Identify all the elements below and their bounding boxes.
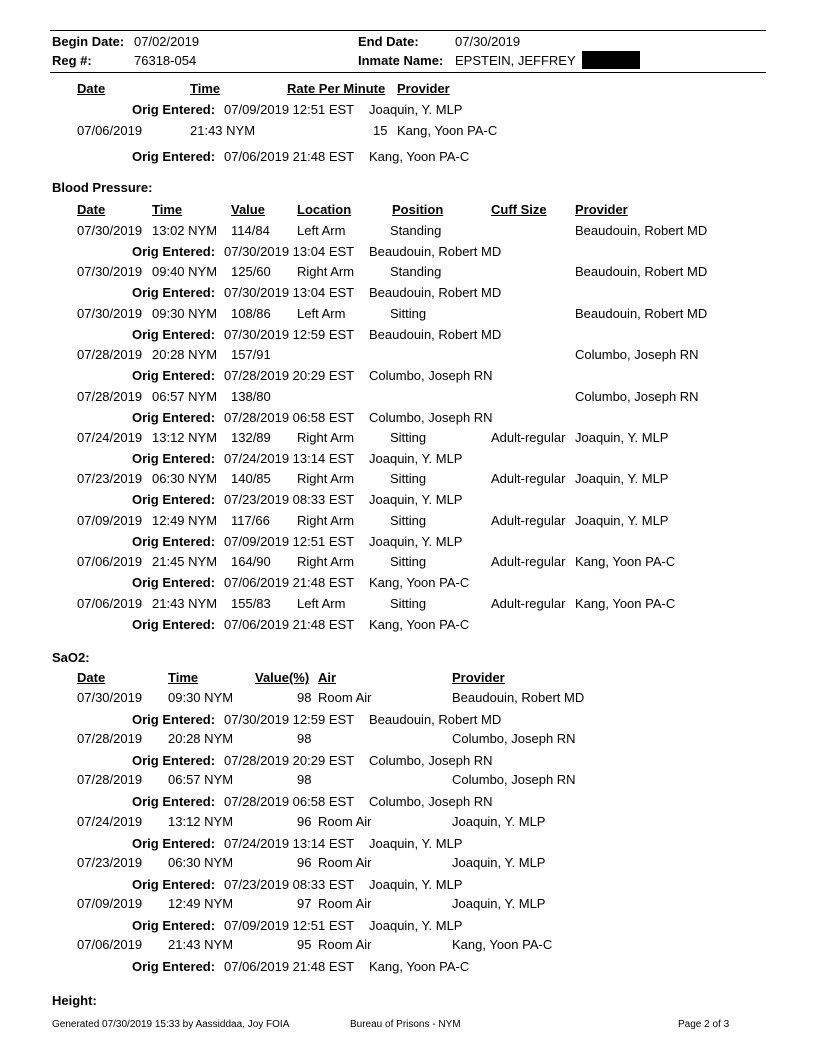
sao2-provider: Joaquin, Y. MLP	[452, 813, 546, 829]
orig-entered-label: Orig Entered:	[132, 492, 216, 508]
pulse-date: 07/06/2019	[77, 123, 143, 138]
footer-page-number: Page 2 of 3	[678, 1019, 730, 1030]
bp-position: Standing	[390, 264, 442, 280]
sao2-value: 95	[297, 937, 312, 953]
orig-entered-label: Orig Entered:	[132, 533, 216, 549]
redaction-box	[582, 51, 640, 69]
sao2-value: 96	[297, 813, 312, 829]
bp-date: 07/06/2019	[77, 554, 143, 570]
orig-entered-label: Orig Entered:	[132, 102, 216, 117]
sao2-col-time: Time	[168, 670, 199, 685]
orig-entered-label: Orig Entered:	[132, 835, 216, 851]
pulse-col-provider: Provider	[397, 81, 450, 96]
orig-entered-provider: Beaudouin, Robert MD	[369, 285, 502, 301]
sao2-air: Room Air	[318, 854, 372, 870]
orig-entered-provider: Joaquin, Y. MLP	[369, 533, 463, 549]
bp-date: 07/24/2019	[77, 430, 143, 445]
bp-col-cuff-size: Cuff Size	[491, 202, 547, 217]
bp-cuff-size: Adult-regular	[491, 595, 566, 611]
sao2-date: 07/06/2019	[77, 937, 143, 953]
orig-entered-provider: Kang, Yoon PA-C	[369, 149, 470, 164]
sao2-value: 98	[297, 690, 312, 705]
bp-provider: Columbo, Joseph RN	[575, 347, 699, 363]
orig-entered-label: Orig Entered:	[132, 575, 216, 591]
sao2-provider: Joaquin, Y. MLP	[452, 896, 546, 911]
bp-provider: Joaquin, Y. MLP	[575, 471, 669, 487]
orig-entered-provider: Joaquin, Y. MLP	[369, 918, 463, 933]
reg-label: Reg #:	[52, 53, 92, 68]
bp-position: Sitting	[390, 595, 427, 611]
sao2-time: 12:49 NYM	[168, 896, 234, 911]
bp-provider: Joaquin, Y. MLP	[575, 430, 669, 445]
bp-cuff-size: Adult-regular	[491, 471, 566, 487]
sao2-time: 06:30 NYM	[168, 854, 234, 870]
bp-provider: Beaudouin, Robert MD	[575, 264, 708, 280]
sao2-date: 07/28/2019	[77, 772, 143, 788]
bp-date: 07/30/2019	[77, 223, 143, 238]
orig-entered-datetime: 07/23/2019 08:33 EST	[224, 876, 355, 892]
orig-entered-datetime: 07/06/2019 21:48 EST	[224, 616, 355, 632]
sao2-provider: Columbo, Joseph RN	[452, 772, 576, 788]
bp-position: Sitting	[390, 305, 427, 321]
bp-col-time: Time	[152, 202, 183, 217]
orig-entered-provider: Columbo, Joseph RN	[369, 409, 493, 425]
end-date-label: End Date:	[358, 34, 419, 49]
bp-time: 06:57 NYM	[152, 388, 218, 404]
bp-provider: Kang, Yoon PA-C	[575, 554, 676, 570]
orig-entered-datetime: 07/28/2019 20:29 EST	[224, 753, 355, 769]
height-section-title: Height:	[52, 993, 97, 1008]
reg-value: 76318-054	[134, 53, 197, 68]
orig-entered-datetime: 07/28/2019 06:58 EST	[224, 794, 355, 810]
orig-entered-datetime: 07/09/2019 12:51 EST	[224, 102, 355, 117]
orig-entered-provider: Joaquin, Y. MLP	[369, 451, 463, 466]
orig-entered-datetime: 07/28/2019 20:29 EST	[224, 368, 355, 384]
sao2-time: 20:28 NYM	[168, 731, 234, 747]
bp-provider: Joaquin, Y. MLP	[575, 512, 669, 528]
orig-entered-provider: Columbo, Joseph RN	[369, 753, 493, 769]
bp-time: 20:28 NYM	[152, 347, 218, 363]
bp-time: 13:02 NYM	[152, 223, 218, 238]
sao2-air: Room Air	[318, 937, 372, 953]
sao2-time: 13:12 NYM	[168, 813, 234, 829]
bp-time: 09:30 NYM	[152, 305, 218, 321]
sao2-provider: Beaudouin, Robert MD	[452, 690, 585, 705]
orig-entered-provider: Beaudouin, Robert MD	[369, 712, 502, 727]
sao2-provider: Columbo, Joseph RN	[452, 731, 576, 747]
bp-provider: Columbo, Joseph RN	[575, 388, 699, 404]
bp-location: Right Arm	[297, 512, 355, 528]
orig-entered-label: Orig Entered:	[132, 285, 216, 301]
sao2-date: 07/28/2019	[77, 731, 143, 747]
sao2-date: 07/23/2019	[77, 854, 143, 870]
orig-entered-label: Orig Entered:	[132, 368, 216, 384]
bp-location: Left Arm	[297, 595, 346, 611]
sao2-col-value: Value(%)	[255, 670, 310, 685]
bp-value: 108/86	[231, 305, 271, 321]
orig-entered-datetime: 07/30/2019 13:04 EST	[224, 285, 355, 301]
orig-entered-label: Orig Entered:	[132, 451, 216, 466]
blood-pressure-title: Blood Pressure:	[52, 180, 153, 195]
bp-date: 07/28/2019	[77, 388, 143, 404]
orig-entered-label: Orig Entered:	[132, 712, 216, 727]
header-bottom-rule	[50, 72, 766, 73]
sao2-value: 97	[297, 896, 312, 911]
pulse-provider: Kang, Yoon PA-C	[397, 123, 498, 138]
orig-entered-provider: Joaquin, Y. MLP	[369, 876, 463, 892]
orig-entered-provider: Beaudouin, Robert MD	[369, 244, 502, 259]
orig-entered-label: Orig Entered:	[132, 409, 216, 425]
orig-entered-label: Orig Entered:	[132, 918, 216, 933]
pulse-col-rate: Rate Per Minute	[287, 81, 386, 96]
sao2-air: Room Air	[318, 813, 372, 829]
sao2-air: Room Air	[318, 690, 372, 705]
bp-time: 09:40 NYM	[152, 264, 218, 280]
sao2-date: 07/24/2019	[77, 813, 143, 829]
orig-entered-provider: Columbo, Joseph RN	[369, 368, 493, 384]
begin-date-value: 07/02/2019	[134, 34, 200, 49]
sao2-value: 98	[297, 772, 312, 788]
orig-entered-datetime: 07/30/2019 12:59 EST	[224, 326, 355, 342]
bp-date: 07/28/2019	[77, 347, 143, 363]
bp-position: Sitting	[390, 554, 427, 570]
orig-entered-datetime: 07/30/2019 12:59 EST	[224, 712, 355, 727]
footer-agency: Bureau of Prisons - NYM	[350, 1019, 461, 1030]
bp-date: 07/30/2019	[77, 305, 143, 321]
bp-time: 21:43 NYM	[152, 595, 218, 611]
bp-value: 117/66	[231, 512, 270, 528]
sao2-provider: Joaquin, Y. MLP	[452, 854, 546, 870]
bp-position: Standing	[390, 223, 442, 238]
orig-entered-label: Orig Entered:	[132, 326, 216, 342]
sao2-time: 06:57 NYM	[168, 772, 234, 788]
orig-entered-label: Orig Entered:	[132, 244, 216, 259]
bp-cuff-size: Adult-regular	[491, 512, 566, 528]
sao2-air: Room Air	[318, 896, 372, 911]
sao2-title: SaO2:	[52, 650, 90, 665]
orig-entered-datetime: 07/06/2019 21:48 EST	[224, 959, 355, 975]
orig-entered-label: Orig Entered:	[132, 794, 216, 810]
bp-time: 06:30 NYM	[152, 471, 218, 487]
bp-value: 114/84	[231, 223, 270, 238]
orig-entered-label: Orig Entered:	[132, 149, 216, 164]
orig-entered-provider: Joaquin, Y. MLP	[369, 835, 463, 851]
bp-date: 07/06/2019	[77, 595, 143, 611]
bp-value: 157/91	[231, 347, 271, 363]
bp-value: 138/80	[231, 388, 271, 404]
bp-time: 13:12 NYM	[152, 430, 218, 445]
bp-col-location: Location	[297, 202, 352, 217]
orig-entered-datetime: 07/06/2019 21:48 EST	[224, 149, 355, 164]
orig-entered-provider: Kang, Yoon PA-C	[369, 575, 470, 591]
bp-position: Sitting	[390, 430, 427, 445]
orig-entered-label: Orig Entered:	[132, 876, 216, 892]
orig-entered-datetime: 07/06/2019 21:48 EST	[224, 575, 355, 591]
sao2-date: 07/09/2019	[77, 896, 143, 911]
sao2-time: 21:43 NYM	[168, 937, 234, 953]
bp-cuff-size: Adult-regular	[491, 430, 566, 445]
bp-col-position: Position	[392, 202, 444, 217]
orig-entered-datetime: 07/24/2019 13:14 EST	[224, 835, 355, 851]
sao2-value: 98	[297, 731, 312, 747]
sao2-provider: Kang, Yoon PA-C	[452, 937, 553, 953]
orig-entered-datetime: 07/09/2019 12:51 EST	[224, 533, 355, 549]
orig-entered-datetime: 07/28/2019 06:58 EST	[224, 409, 355, 425]
bp-date: 07/30/2019	[77, 264, 143, 280]
orig-entered-label: Orig Entered:	[132, 959, 216, 975]
bp-position: Sitting	[390, 512, 427, 528]
pulse-rate: 15	[373, 123, 388, 138]
orig-entered-provider: Kang, Yoon PA-C	[369, 616, 470, 632]
bp-value: 155/83	[231, 595, 271, 611]
bp-value: 132/89	[231, 430, 271, 445]
bp-location: Right Arm	[297, 430, 355, 445]
bp-provider: Beaudouin, Robert MD	[575, 223, 708, 238]
inmate-name-label: Inmate Name:	[358, 53, 444, 68]
pulse-col-date: Date	[77, 81, 106, 96]
orig-entered-datetime: 07/09/2019 12:51 EST	[224, 918, 355, 933]
sao2-col-air: Air	[318, 670, 337, 685]
bp-location: Right Arm	[297, 264, 355, 280]
end-date-value: 07/30/2019	[455, 34, 521, 49]
bp-location: Left Arm	[297, 223, 346, 238]
pulse-time: 21:43 NYM	[190, 123, 256, 138]
orig-entered-provider: Columbo, Joseph RN	[369, 794, 493, 810]
orig-entered-provider: Joaquin, Y. MLP	[369, 492, 463, 508]
bp-position: Sitting	[390, 471, 427, 487]
bp-value: 164/90	[231, 554, 271, 570]
orig-entered-provider: Beaudouin, Robert MD	[369, 326, 502, 342]
bp-col-provider: Provider	[575, 202, 628, 217]
orig-entered-datetime: 07/23/2019 08:33 EST	[224, 492, 355, 508]
orig-entered-label: Orig Entered:	[132, 616, 216, 632]
orig-entered-label: Orig Entered:	[132, 753, 216, 769]
bp-cuff-size: Adult-regular	[491, 554, 566, 570]
footer-generated: Generated 07/30/2019 15:33 by Aassiddaa, Joy FOIA	[52, 1019, 290, 1030]
bp-provider: Kang, Yoon PA-C	[575, 595, 676, 611]
bp-time: 12:49 NYM	[152, 512, 218, 528]
bp-value: 125/60	[231, 264, 271, 280]
sao2-col-date: Date	[77, 670, 106, 685]
pulse-col-time: Time	[190, 81, 221, 96]
begin-date-label: Begin Date:	[52, 34, 125, 49]
bp-date: 07/09/2019	[77, 512, 143, 528]
sao2-value: 96	[297, 854, 312, 870]
bp-time: 21:45 NYM	[152, 554, 218, 570]
bp-location: Right Arm	[297, 471, 355, 487]
bp-value: 140/85	[231, 471, 271, 487]
bp-col-date: Date	[77, 202, 106, 217]
bp-provider: Beaudouin, Robert MD	[575, 305, 708, 321]
bp-date: 07/23/2019	[77, 471, 143, 487]
inmate-name-value: EPSTEIN, JEFFREY	[455, 53, 576, 68]
sao2-date: 07/30/2019	[77, 690, 143, 705]
bp-location: Left Arm	[297, 305, 346, 321]
sao2-time: 09:30 NYM	[168, 690, 234, 705]
orig-entered-datetime: 07/24/2019 13:14 EST	[224, 451, 355, 466]
header-top-rule	[50, 30, 766, 31]
orig-entered-provider: Joaquin, Y. MLP	[369, 102, 463, 117]
bp-location: Right Arm	[297, 554, 355, 570]
orig-entered-provider: Kang, Yoon PA-C	[369, 959, 470, 975]
orig-entered-datetime: 07/30/2019 13:04 EST	[224, 244, 355, 259]
sao2-col-provider: Provider	[452, 670, 505, 685]
bp-col-value: Value	[231, 202, 265, 217]
